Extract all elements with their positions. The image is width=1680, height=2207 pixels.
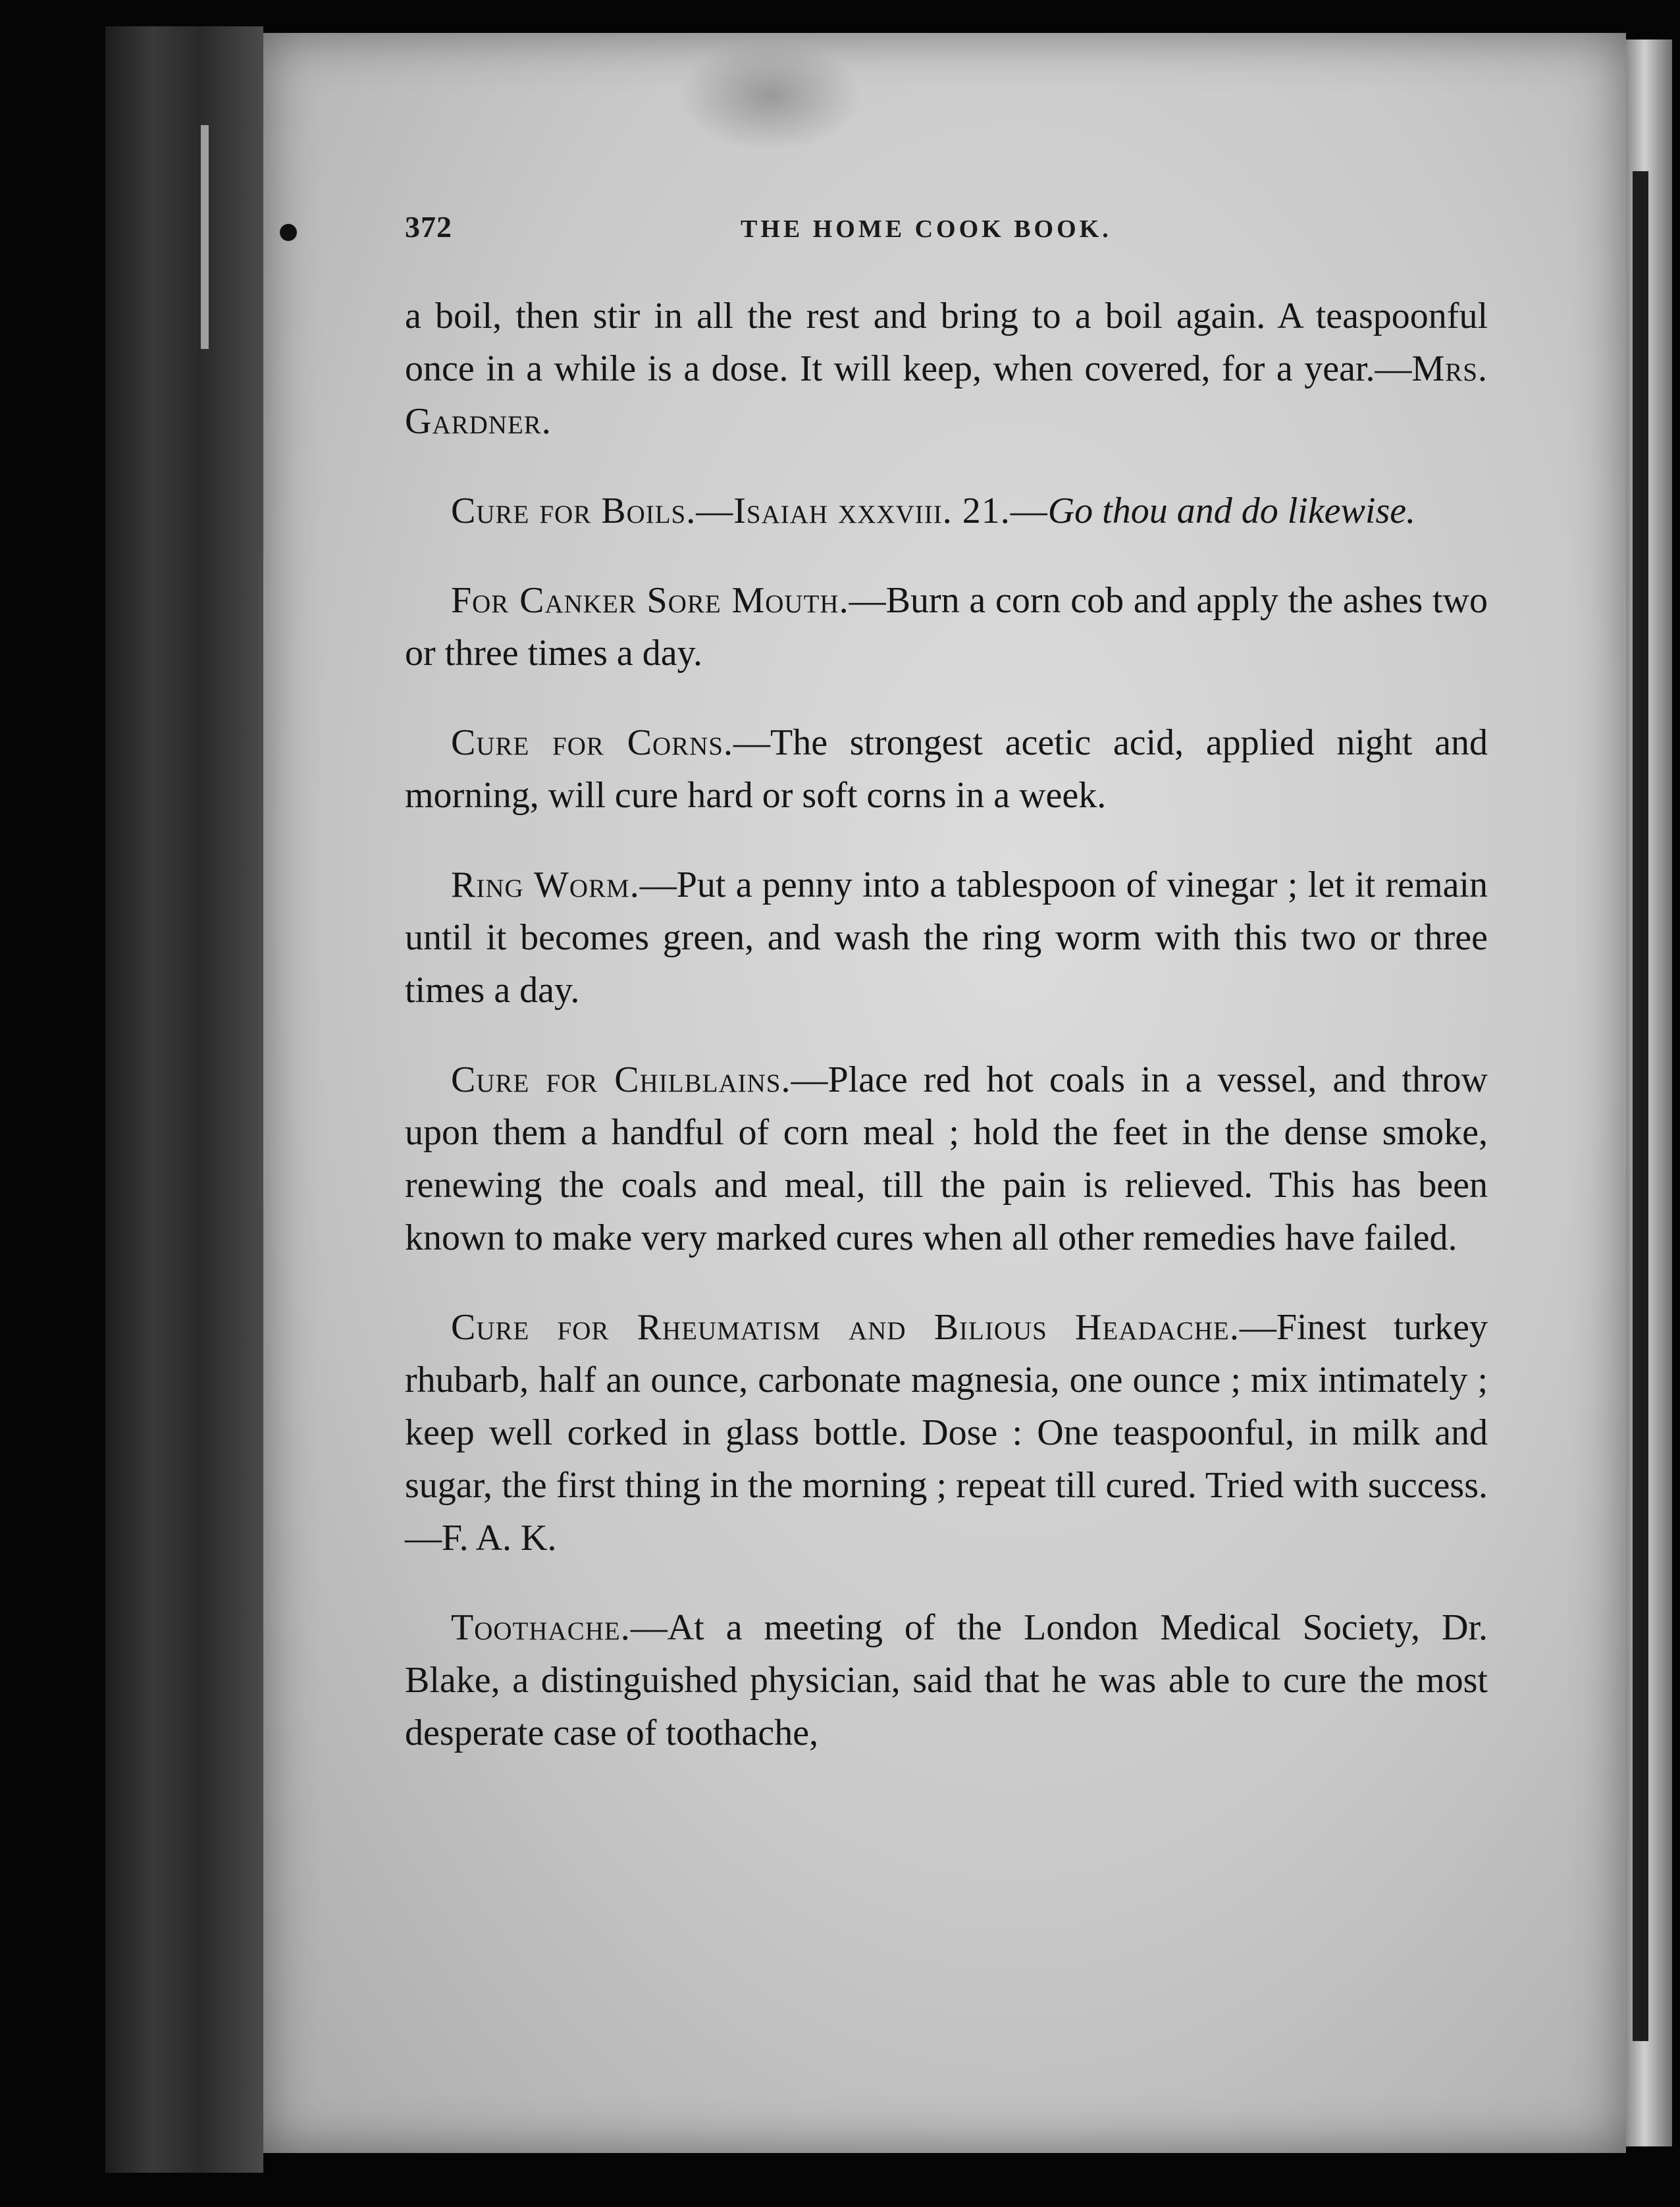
recipe-body: —Finest turkey rhubarb, half an ounce, carbonate magnesia, one ounce ; mix intimately ; keep well corked in glass bottle. Dose : One teaspoonful, in milk and sugar, the first thing in the morning ; repeat till cured. Tried with success.—F. A. K. — [405, 1307, 1488, 1558]
recipe-title: Cure for Boils. — [451, 491, 696, 531]
recipe-title: Cure for Rheumatism and Bilious Headache. — [451, 1307, 1240, 1348]
running-title: THE HOME COOK BOOK. — [741, 215, 1112, 243]
recipe-body: —Burn a corn cob and apply the ashes two or three times a day. — [405, 580, 1488, 674]
recipe-canker-sore-mouth — [405, 574, 1488, 679]
recipe-title: Cure for Corns. — [451, 722, 733, 763]
recipe-cure-for-chilblains — [405, 1053, 1488, 1264]
paragraph-body: a boil, then stir in all the rest and bring to a boil again. A teaspoonful once in a while is a dose. It will keep, when covered, for a year.— — [405, 296, 1488, 389]
book-spine-edge — [105, 26, 263, 2173]
paragraph-continuation — [405, 290, 1488, 448]
recipe-cure-for-corns — [405, 716, 1488, 822]
recipe-body: —Place red hot coals in a vessel, and throw upon them a handful of corn meal ; hold the feet in the dense smoke, renewing the coals and meal, till the pain is relieved. This has been known to make very marked cures when all other remedies have failed. — [405, 1059, 1488, 1258]
recipe-title: Ring Worm. — [451, 864, 640, 905]
recipe-body: —Put a penny into a tablespoon of vinegar ; let it remain until it becomes green, and wash the ring worm with this two or three times a day. — [405, 864, 1488, 1011]
recipe-rheumatism-headache — [405, 1301, 1488, 1564]
adjacent-page-shadow — [1633, 171, 1648, 2041]
recipe-title: For Canker Sore Mouth. — [451, 580, 849, 621]
page-hole — [280, 224, 297, 241]
page-number: 372 — [405, 210, 452, 244]
page-body — [405, 290, 1488, 1796]
recipe-ring-worm — [405, 859, 1488, 1017]
recipe-toothache — [405, 1601, 1488, 1759]
scripture-reference: —Isaiah xxxviii. 21.— — [696, 491, 1048, 531]
italic-text: Go thou and do likewise. — [1047, 491, 1416, 531]
page-stain — [678, 40, 862, 151]
recipe-title: Toothache. — [451, 1607, 631, 1648]
recipe-cure-for-boils — [405, 485, 1488, 537]
paragraph-signature: Mrs. Gardner. — [405, 348, 1488, 442]
spine-highlight — [201, 125, 209, 349]
recipe-body: —The strongest acetic acid, applied night and morning, will cure hard or soft corns in a week. — [405, 722, 1488, 816]
recipe-title: Cure for Chilblains. — [451, 1059, 791, 1100]
page-header — [405, 209, 1484, 249]
recipe-body: —At a meeting of the London Medical Society, Dr. Blake, a distinguished physician, said that he was able to cure the most desperate case of toothache, — [405, 1607, 1488, 1753]
